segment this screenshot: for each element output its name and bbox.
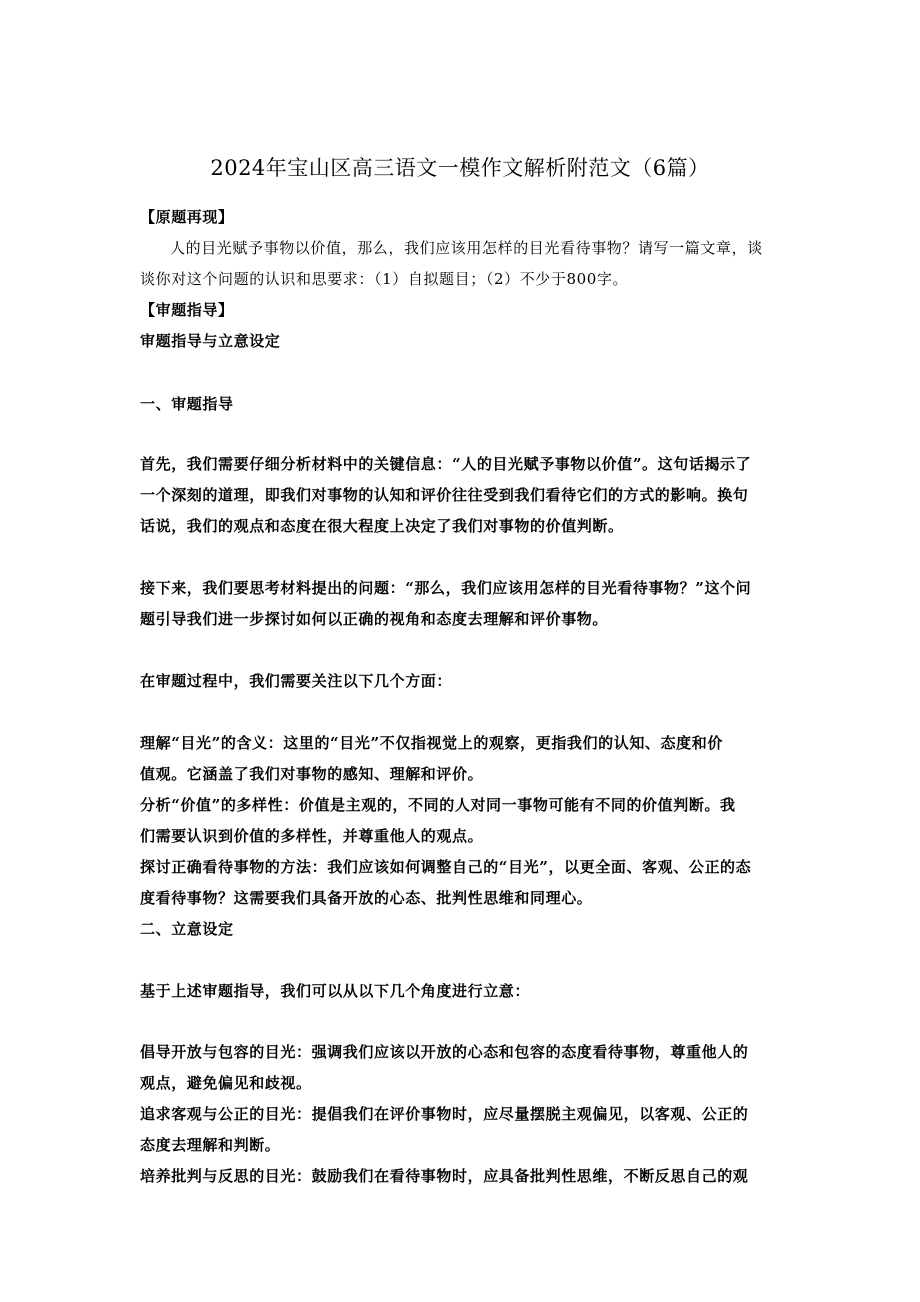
paragraph-line: 题引导我们进一步探讨如何以正确的视角和态度去理解和评价事物。 [140,610,609,628]
paragraph-line: 观点，避免偏见和歧视。 [140,1074,312,1092]
paragraph-line: 分析“价值”的多样性：价值是主观的，不同的人对同一事物可能有不同的价值判断。我 [140,796,736,814]
paragraph-6 [140,1037,782,1192]
prompt-line: 谈你对这个问题的认识和思要求：（1）自拟题目；（2）不少于800字。 [140,270,629,288]
heading-review-guide: 一、审题指导 [140,395,234,413]
paragraph-line: 培养批判与反思的目光：鼓励我们在看待事物时，应具备批判性思维，不断反思自己的观 [140,1167,749,1185]
paragraph-line: 探讨正确看待事物的方法：我们应该如何调整自己的“目光”，以更全面、客观、公正的态 [140,858,752,876]
paragraph-line: 追求客观与公正的目光：提倡我们在评价事物时，应尽量摆脱主观偏见，以客观、公正的 [140,1105,749,1123]
paragraph-line: 一个深刻的道理，即我们对事物的认知和评价往往受到我们看待它们的方式的影响。换句 [140,486,749,504]
paragraph-3 [140,666,782,697]
document-title: 2024年宝山区高三语文一模作文解析附范文（6篇） [210,156,710,180]
paragraph-1 [140,449,782,542]
paragraph-line: 们需要认识到价值的多样性，并尊重他人的观点。 [140,827,484,845]
prompt-line: 人的目光赋予事物以价值，那么，我们应该用怎样的目光看待事物？请写一篇文章，谈 [170,239,763,257]
paragraph-5 [140,976,782,1007]
paragraph-line: 接下来，我们要思考材料提出的问题：“那么，我们应该用怎样的目光看待事物？”这个问 [140,579,752,597]
paragraph-line: 理解“目光”的含义：这里的“目光”不仅指视觉上的观察，更指我们的认知、态度和价 [140,734,723,752]
paragraph-line: 首先，我们需要仔细分析材料中的关键信息：“人的目光赋予事物以价值”。这句话揭示了 [140,455,752,473]
heading-intent-setting: 二、立意设定 [140,920,234,938]
section-guide-heading: 【审题指导】 [140,301,234,319]
paragraph-line: 基于上述审题指导，我们可以从以下几个角度进行立意： [140,982,531,1000]
paragraph-2 [140,573,782,635]
paragraph-line: 在审题过程中，我们需要关注以下几个方面： [140,672,453,690]
section-original-heading: 【原题再现】 [140,208,234,226]
paragraph-line: 态度去理解和判断。 [140,1136,281,1154]
guide-subtitle: 审题指导与立意设定 [140,332,281,350]
paragraph-line: 度看待事物？这需要我们具备开放的心态、批判性思维和同理心。 [140,889,593,907]
paragraph-line: 值观。它涵盖了我们对事物的感知、理解和评价。 [140,765,484,783]
paragraph-4 [140,728,782,914]
paragraph-line: 倡导开放与包容的目光：强调我们应该以开放的心态和包容的态度看待事物，尊重他人的 [140,1043,749,1061]
paragraph-line: 话说，我们的观点和态度在很大程度上决定了我们对事物的价值判断。 [140,517,624,535]
prompt-paragraph [140,233,782,295]
